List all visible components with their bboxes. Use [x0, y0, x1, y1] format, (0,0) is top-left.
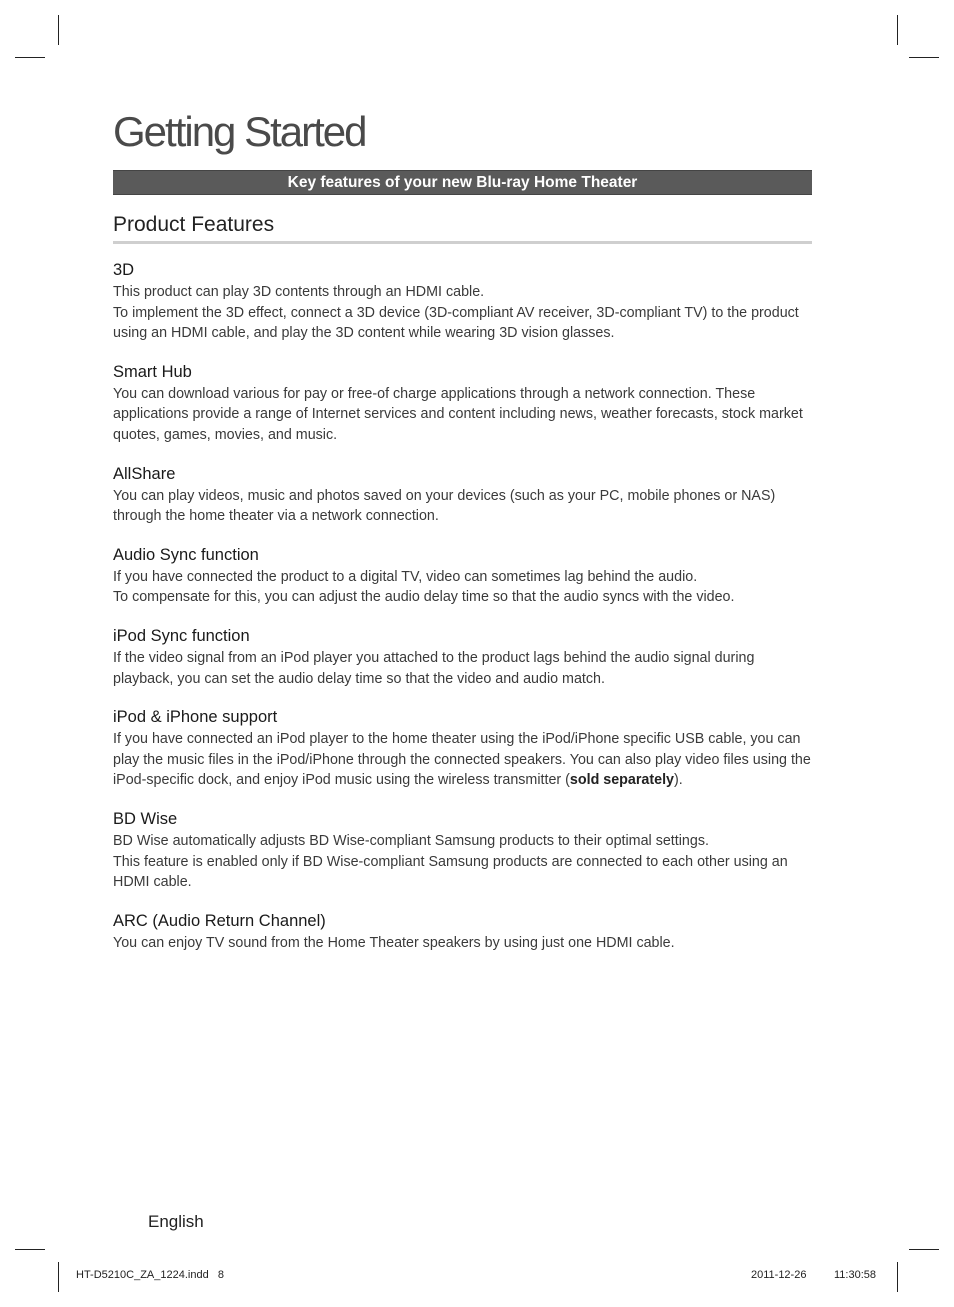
feature-body: This feature is enabled only if BD Wise-compliant Samsung products are connected to each other using an HDMI cable. — [113, 853, 788, 891]
feature-title: 3D — [113, 261, 135, 279]
crop-mark — [897, 1262, 898, 1292]
feature-title: Smart Hub — [113, 362, 192, 381]
feature-arc — [113, 910, 813, 954]
feature-title: ARC (Audio Return Channel) — [113, 911, 326, 930]
crop-mark — [58, 15, 59, 45]
feature-body-text: If you have connected an iPod player to the home theater using the iPod/iPhone specific USB cable, you can play the music files in the iPod/iPhone through the connected speakers. You can also play video files using the iPod-specific dock, and enjoy iPod music using the wireless transmitter ( — [113, 731, 811, 789]
feature-body: If you have connected the product to a digital TV, video can sometimes lag behind the audio. — [113, 568, 698, 585]
section-banner: Key features of your new Blu-ray Home Theater — [113, 170, 812, 195]
feature-audio-sync — [113, 544, 813, 608]
feature-body: You can download various for pay or free-of charge applications through a network connection. These applications provide a range of Internet services and content including news, weather forecasts, stock market quotes, games, movies, and music. — [113, 385, 803, 443]
feature-body — [113, 729, 813, 791]
crop-mark — [15, 57, 45, 58]
feature-body: To compensate for this, you can adjust the audio delay time so that the audio syncs with the video. — [113, 589, 735, 606]
print-footer-filename: HT-D5210C_ZA_1224.indd 8 — [76, 1269, 224, 1281]
page-language: English — [148, 1212, 204, 1231]
feature-smart-hub — [113, 361, 813, 446]
chapter-title: Getting Started — [113, 108, 366, 155]
crop-mark — [15, 1249, 45, 1250]
page-footer-language — [148, 1212, 204, 1232]
feature-ipod-iphone-support — [113, 706, 813, 791]
print-footer-time: 11:30:58 — [834, 1269, 877, 1281]
feature-bd-wise — [113, 808, 813, 893]
feature-body: You can play videos, music and photos saved on your devices (such as your PC, mobile phones or NAS) through the home theater via a network connection. — [113, 487, 776, 525]
print-footer-date: 2011-12-26 — [751, 1269, 807, 1281]
section-title: Product Features — [113, 210, 812, 244]
feature-list — [113, 259, 813, 970]
crop-mark — [897, 15, 898, 45]
sold-separately-label: sold separately — [569, 772, 675, 789]
feature-title: AllShare — [113, 464, 176, 483]
feature-3d — [113, 259, 813, 344]
feature-title: iPod & iPhone support — [113, 708, 278, 727]
feature-body: You can enjoy TV sound from the Home Theater speakers by using just one HDMI cable. — [113, 934, 675, 951]
feature-body: To implement the 3D effect, connect a 3D device (3D-compliant AV receiver, 3D-compliant TV) to the product using an HDMI cable, and play the 3D content while wearing 3D vision glasses. — [113, 304, 799, 342]
feature-allshare — [113, 463, 813, 527]
crop-mark — [909, 1249, 939, 1250]
feature-title: Audio Sync function — [113, 545, 259, 564]
feature-body: This product can play 3D contents through an HDMI cable. — [113, 284, 485, 300]
feature-title: iPod Sync function — [113, 626, 250, 645]
crop-mark — [909, 57, 939, 58]
feature-body-text: ). — [674, 772, 683, 789]
feature-ipod-sync — [113, 625, 813, 689]
feature-body: If the video signal from an iPod player you attached to the product lags behind the audio signal during playback, you can set the audio delay time so that the video and audio match. — [113, 649, 755, 687]
feature-title: BD Wise — [113, 809, 178, 828]
crop-mark — [58, 1262, 59, 1292]
feature-body: BD Wise automatically adjusts BD Wise-compliant Samsung products to their optimal settings. — [113, 832, 709, 849]
